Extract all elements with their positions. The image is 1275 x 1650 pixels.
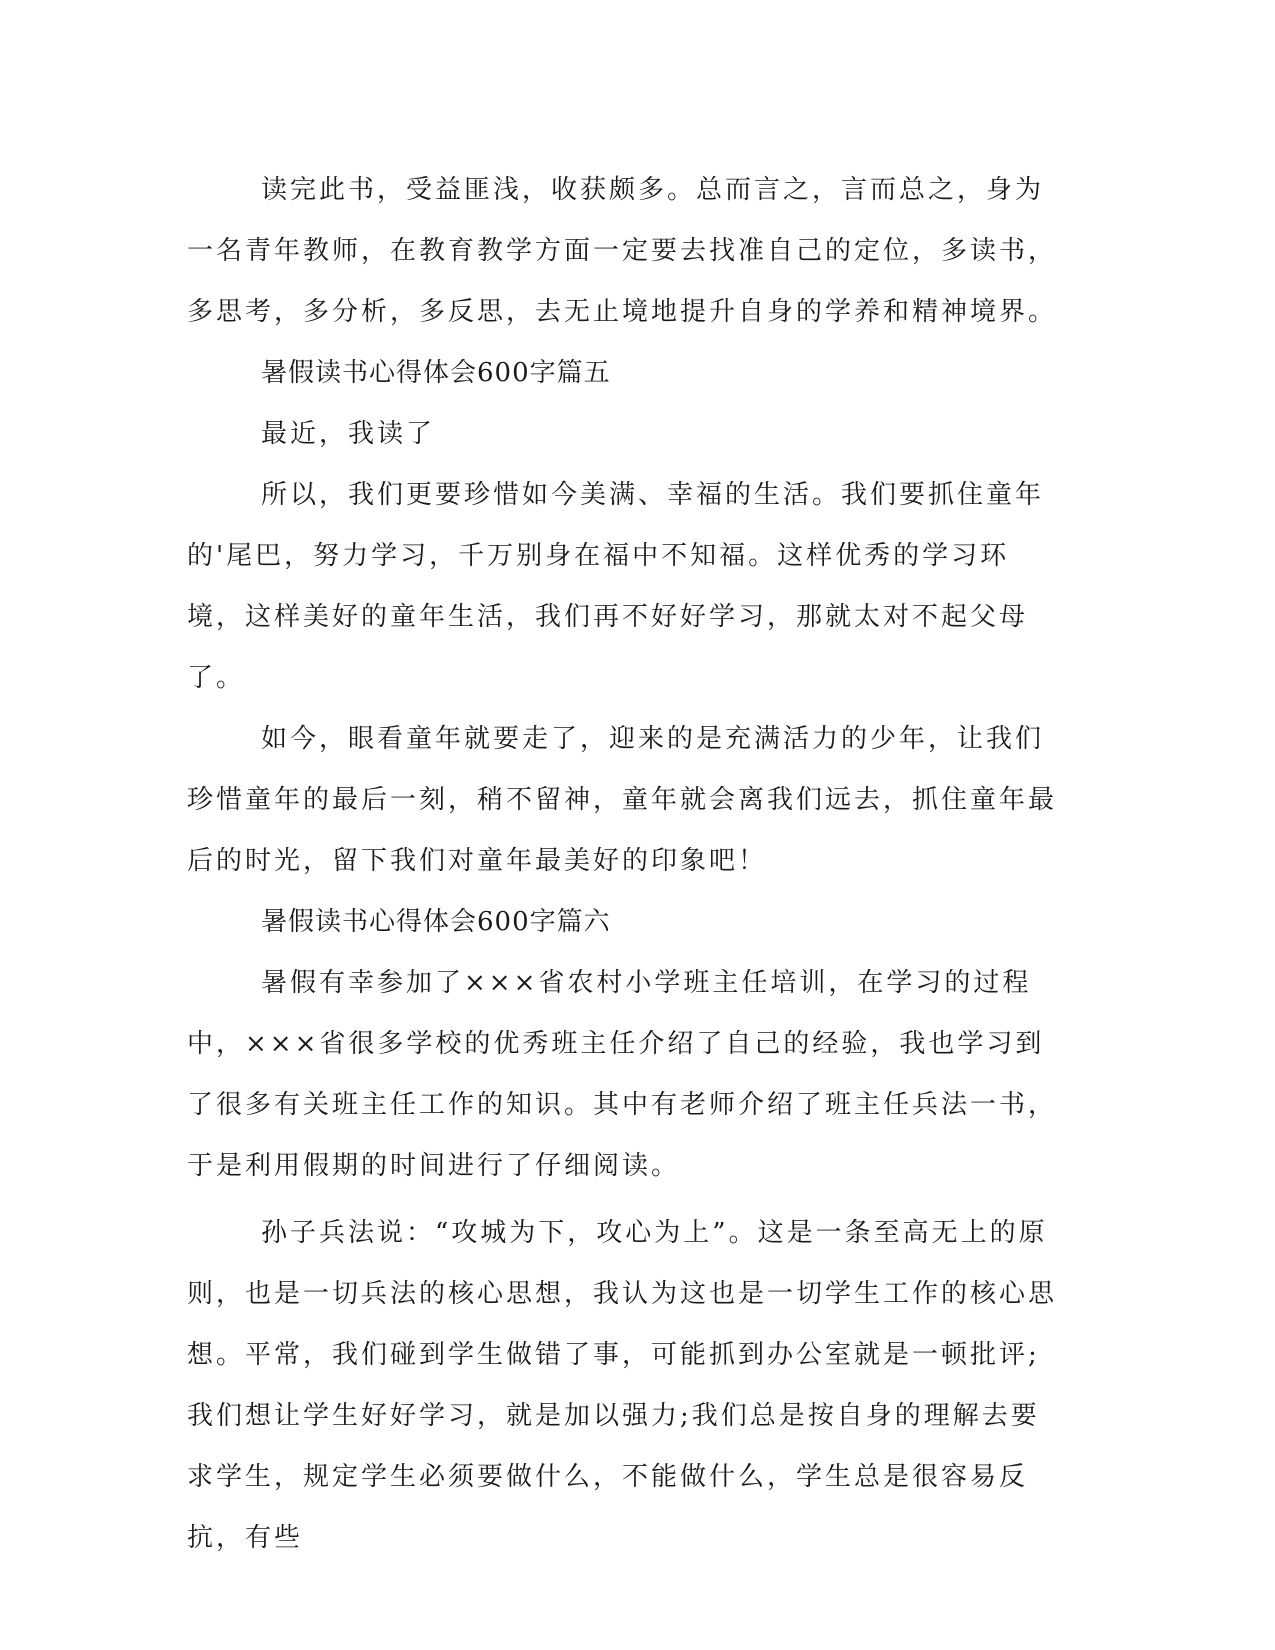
paragraph: 如今，眼看童年就要走了，迎来的是充满活力的少年，让我们珍惜童年的最后一刻，稍不留神，童年就会离我们远去，抓住童年最后的时光，留下我们对童年最美好的印象吧！ — [187, 724, 1058, 876]
paragraph: 最近，我读了 — [261, 419, 436, 449]
paragraph: 所以，我们更要珍惜如今美满、幸福的生活。我们要抓住童年的'尾巴，努力学习，千万别身在福中不知福。这样优秀的学习环境，这样美好的童年生活，我们再不好好学习，那就太对不起父母了。 — [187, 480, 1045, 693]
document-body — [187, 160, 1067, 1569]
paragraph: 暑假有幸参加了×××省农村小学班主任培训，在学习的过程中，×××省很多学校的优秀班主任介绍了自己的经验，我也学习到了很多有关班主任工作的知识。其中有老师介绍了班主任兵法一书，于是利用假期的时间进行了仔细阅读。 — [187, 968, 1058, 1181]
section-heading: 暑假读书心得体会600字篇五 — [261, 358, 611, 388]
section-heading: 暑假读书心得体会600字篇六 — [261, 907, 611, 937]
paragraph: 读完此书，受益匪浅，收获颇多。总而言之，言而总之，身为一名青年教师，在教育教学方面一定要去找准自己的定位，多读书，多思考，多分析，多反思，去无止境地提升自身的学养和精神境界。 — [187, 175, 1058, 327]
paragraph: 孙子兵法说：“攻城为下，攻心为上”。这是一条至高无上的原则，也是一切兵法的核心思想，我认为这也是一切学生工作的核心思想。平常，我们碰到学生做错了事，可能抓到办公室就是一顿批评;我们想让学生好好学习，就是加以强力;我们总是按自身的理解去要求学生，规定学生必须要做什么，不能做什么，学生总是很容易反抗，有些 — [187, 1218, 1058, 1553]
